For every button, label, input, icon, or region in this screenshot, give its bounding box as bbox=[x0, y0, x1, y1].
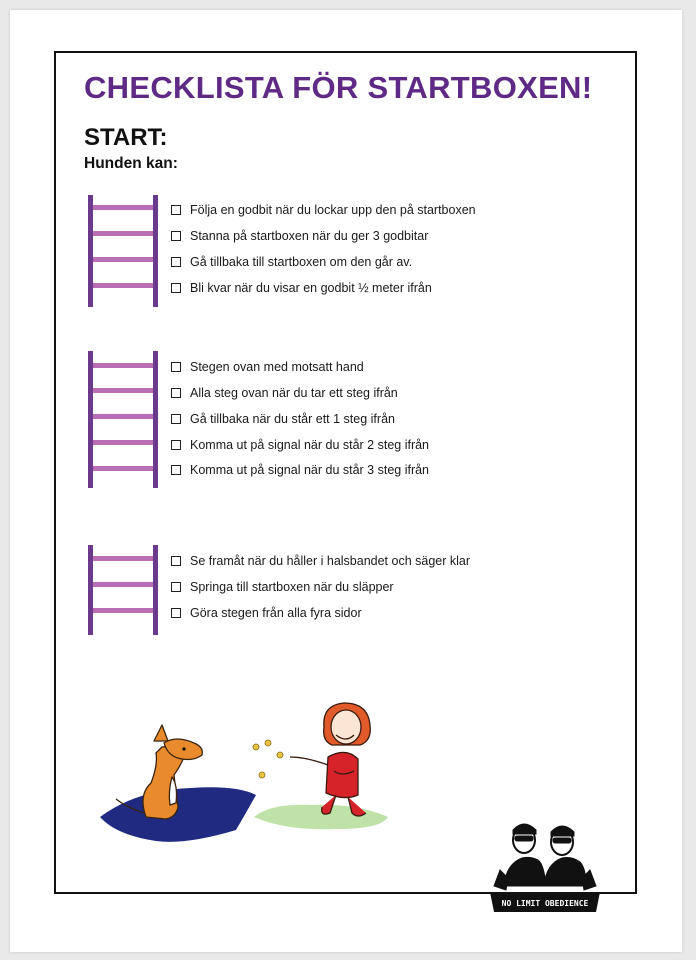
checklist-item[interactable] bbox=[171, 435, 429, 455]
checkbox[interactable] bbox=[171, 582, 181, 592]
checklist-item-label: Gå tillbaka till startboxen om den går av. bbox=[190, 255, 413, 269]
checkbox[interactable] bbox=[171, 283, 181, 293]
checklist-item-label: Göra stegen från alla fyra sidor bbox=[190, 606, 362, 620]
checklist-item[interactable] bbox=[171, 278, 432, 298]
ladder-icon bbox=[84, 545, 164, 635]
checklist-item-label: Komma ut på signal när du står 3 steg ifrån bbox=[190, 463, 430, 477]
checkbox[interactable] bbox=[171, 231, 181, 241]
checklist-item[interactable] bbox=[171, 200, 476, 220]
treats bbox=[253, 740, 283, 778]
no-limit-obedience-logo bbox=[486, 812, 604, 916]
dog-and-girl-illustration bbox=[96, 695, 396, 845]
section-heading: START: bbox=[84, 124, 168, 151]
checkbox[interactable] bbox=[171, 608, 181, 618]
checklist-item-label: Gå tillbaka när du står ett 1 steg ifrån bbox=[190, 412, 395, 426]
section-subheading: Hunden kan: bbox=[84, 155, 178, 172]
checklist-item[interactable] bbox=[171, 460, 429, 480]
logo-figures bbox=[494, 824, 596, 890]
checklist-item[interactable] bbox=[171, 383, 398, 403]
checklist-item-label: Se framåt när du håller i halsbandet och säger klar bbox=[190, 554, 471, 568]
checkbox[interactable] bbox=[171, 205, 181, 215]
checklist-item-label: Följa en godbit när du lockar upp den på startboxen bbox=[190, 203, 476, 217]
logo-text: NO LIMIT OBEDIENCE bbox=[501, 899, 589, 908]
checklist-item-label: Bli kvar när du visar en godbit ½ meter ifrån bbox=[190, 281, 432, 295]
checklist-item[interactable] bbox=[171, 357, 364, 377]
checklist-item-label: Springa till startboxen när du släpper bbox=[190, 580, 394, 594]
checklist-item-label: Stanna på startboxen när du ger 3 godbitar bbox=[190, 229, 429, 243]
grass-patch bbox=[254, 805, 388, 830]
blanket bbox=[100, 787, 256, 842]
checklist-item[interactable] bbox=[171, 252, 412, 272]
checklist-item-label: Alla steg ovan när du tar ett steg ifrån bbox=[190, 386, 398, 400]
checkbox[interactable] bbox=[171, 465, 181, 475]
checkbox[interactable] bbox=[171, 388, 181, 398]
checkbox[interactable] bbox=[171, 362, 181, 372]
checklist-item[interactable] bbox=[171, 603, 362, 623]
checkbox[interactable] bbox=[171, 556, 181, 566]
ladder-icon bbox=[84, 351, 164, 488]
page-title: CHECKLISTA FÖR STARTBOXEN! bbox=[84, 70, 593, 105]
ladder-icon bbox=[84, 195, 164, 307]
checklist-item-label: Stegen ovan med motsatt hand bbox=[190, 360, 364, 374]
checkbox[interactable] bbox=[171, 440, 181, 450]
checklist-item[interactable] bbox=[171, 226, 428, 246]
checklist-item-label: Komma ut på signal när du står 2 steg ifrån bbox=[190, 438, 430, 452]
checkbox[interactable] bbox=[171, 414, 181, 424]
girl bbox=[290, 703, 370, 816]
checklist-item[interactable] bbox=[171, 409, 395, 429]
checklist-item[interactable] bbox=[171, 551, 470, 571]
checklist-item[interactable] bbox=[171, 577, 394, 597]
checkbox[interactable] bbox=[171, 257, 181, 267]
